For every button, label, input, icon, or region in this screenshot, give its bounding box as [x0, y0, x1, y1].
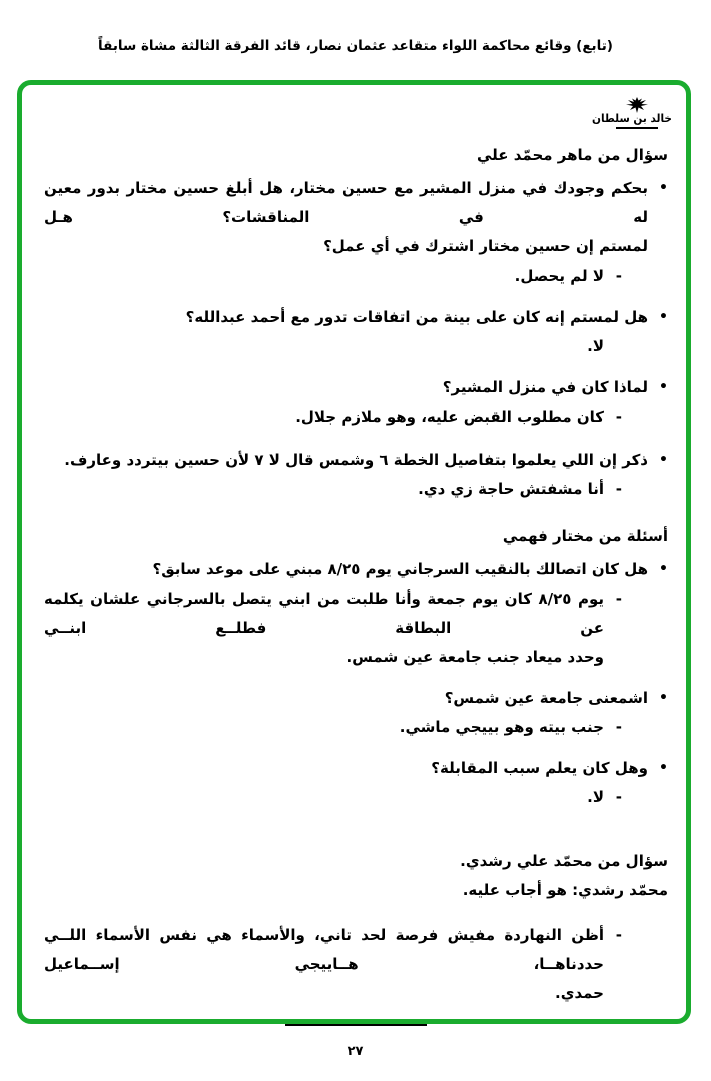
answer-item — [44, 403, 668, 432]
answer-line: وحدد ميعاد جنب جامعة عين شمس. — [346, 648, 604, 666]
answer-line: أنا مشفتش حاجة زي دي. — [418, 480, 604, 498]
statement-line: محمّد رشدي: هو أجاب عليه. — [462, 881, 668, 899]
answer-item — [44, 921, 668, 1008]
question-line: ذكر إن اللي يعلموا بتفاصيل الخطة ٦ وشمس قال لا ٧ لأن حسين بيتردد وعارف. — [64, 451, 648, 469]
section-heading: سؤال من ماهر محمّد علي — [476, 146, 668, 164]
question-line: وهل كان يعلم سبب المقابلة؟ — [431, 759, 648, 777]
question-item — [44, 754, 668, 783]
dash-marker: - — [615, 788, 622, 806]
dash-marker: - — [615, 480, 622, 498]
question-line: بحكم وجودك في منزل المشير مع حسين مختار، هل أبلغ حسين مختار بدور معين له في المناقشات؟ هـل — [44, 179, 648, 226]
answer-item — [44, 713, 668, 742]
answer-item — [44, 475, 668, 504]
answer-line: لا. — [587, 788, 604, 806]
answer-line: كان مطلوب القبض عليه، وهو ملازم جلال. — [295, 408, 604, 426]
document-body — [22, 85, 686, 1019]
section-heading: أسئلة من مختار فهمي — [502, 527, 668, 545]
stamp-title: خالد بن سلطان — [592, 112, 672, 126]
dash-marker: - — [615, 590, 622, 608]
answer-item — [44, 585, 668, 672]
question-item — [44, 303, 668, 332]
question-item — [44, 684, 668, 713]
question-item — [44, 174, 668, 261]
green-border-frame — [17, 80, 691, 1024]
question-line: لمستم إن حسين مختار اشترك في أي عمل؟ — [323, 237, 648, 255]
answer-item — [44, 783, 668, 812]
answer-line: أظن النهاردة مفيش فرصة لحد تاني، والأسماء هي نفس الأسماء اللــي حددناهــا، هــاييجي إســماعيل — [44, 926, 604, 973]
dash-marker: - — [615, 408, 622, 426]
answer-line: حمدي. — [555, 984, 604, 1002]
bullet-icon: • — [659, 561, 668, 577]
page-number: ٢٧ — [347, 1044, 364, 1059]
question-line: اشمعنى جامعة عين شمس؟ — [444, 689, 648, 707]
question-line: هل لمستم إنه كان على بينة من اتفاقات تدور مع أحمد عبدالله؟ — [185, 308, 648, 326]
question-line: هل كان اتصالك بالنقيب السرجاني يوم ٨/٢٥ مبني على موعد سابق؟ — [152, 560, 648, 578]
document-header-title: (تابع) وقائع محاكمة اللواء متقاعد عثمان نصار، قائد الفرقة الثالثة مشاة سابقاً — [98, 38, 613, 54]
answer-line: يوم ٨/٢٥ كان يوم جمعة وأنا طلبت من ابني يتصل بالسرجاني علشان يكلمه عن البطاقة فطلــع ابنــي — [44, 590, 604, 637]
answer-item — [44, 262, 668, 291]
bullet-icon: • — [659, 760, 668, 776]
question-item — [44, 446, 668, 475]
dash-marker: - — [615, 926, 622, 944]
bullet-icon: • — [659, 309, 668, 325]
bullet-icon: • — [659, 690, 668, 706]
bullet-icon: • — [659, 379, 668, 395]
question-line: لماذا كان في منزل المشير؟ — [442, 378, 648, 396]
question-item — [44, 373, 668, 402]
section-end-rule — [285, 1024, 427, 1026]
question-item — [44, 555, 668, 584]
dash-marker: - — [615, 267, 622, 285]
dash-marker: - — [615, 718, 622, 736]
answer-item: لا. — [587, 337, 604, 355]
section-heading: سؤال من محمّد علي رشدي. — [460, 852, 668, 870]
bullet-icon: • — [659, 180, 668, 196]
answer-line: جنب بيته وهو بييجي ماشي. — [399, 718, 604, 736]
answer-line: لا لم يحصل. — [514, 267, 604, 285]
bullet-icon: • — [659, 452, 668, 468]
